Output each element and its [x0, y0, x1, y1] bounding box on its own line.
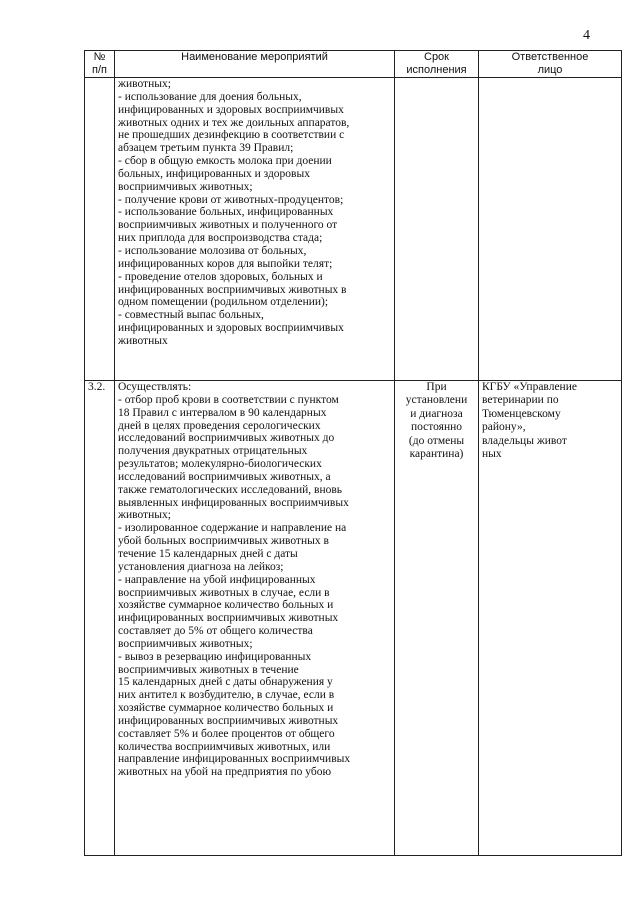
text-line: убой больных восприимчивых животных в — [118, 535, 329, 548]
text-line: восприимчивых животных в случае, если в — [118, 586, 330, 599]
text-line: животных — [118, 334, 168, 347]
text-line: инфицированных восприимчивых животных — [118, 714, 339, 727]
text-line: них приплода для воспроизводства стада; — [118, 232, 323, 245]
measures-cell — [115, 78, 395, 381]
term-line: постоянно — [410, 421, 463, 434]
text-line: абзацем третьим пункта 39 Правил; — [118, 142, 294, 155]
text-line: получения двукратных отрицательных — [118, 445, 308, 458]
header-term-line1: Срок — [424, 51, 449, 63]
text-line: хозяйстве суммарное количество больных и — [118, 702, 334, 715]
responsible-cell — [479, 381, 622, 856]
text-line: - отбор проб крови в соответствии с пунктом — [118, 393, 339, 406]
text-line: направление инфицированных восприимчивых — [118, 753, 351, 766]
text-line: - использование молозива от больных, — [118, 244, 307, 257]
text-line: дней в целях проведения серологических — [118, 419, 321, 432]
page-number: 4 — [583, 28, 590, 43]
text-line: - вывоз в резервацию инфицированных — [118, 650, 312, 663]
text-line: - направление на убой инфицированных — [118, 573, 316, 586]
text-line: - получение крови от животных-продуцентов; — [118, 193, 344, 206]
text-line: также гематологических исследований, вновь — [118, 483, 343, 496]
responsible-line: ных — [482, 448, 502, 461]
responsible-line: Тюменцевскому — [482, 407, 561, 420]
responsible-line: району», — [482, 421, 526, 434]
text-line: Осуществлять: — [118, 381, 192, 393]
text-line: составляет 5% и более процентов от общего — [118, 727, 335, 740]
text-line: восприимчивых животных; — [118, 180, 253, 193]
text-line: количества восприимчивых животных, или — [118, 740, 331, 753]
text-line: животных; — [118, 78, 171, 90]
text-line: восприимчивых животных и полученного от — [118, 219, 338, 232]
text-line: - проведение отелов здоровых, больных и — [118, 270, 323, 283]
text-line: хозяйстве суммарное количество больных и — [118, 599, 334, 612]
text-line: восприимчивых животных в течение — [118, 663, 299, 676]
row-number-cell — [85, 78, 115, 381]
text-line: 18 Правил с интервалом в 90 календарных — [118, 406, 327, 419]
text-line: животных; — [118, 509, 171, 522]
header-term-line2: исполнения — [406, 64, 467, 76]
header-responsible-line1: Ответственное — [511, 51, 589, 63]
text-line: них антител к возбудителю, в случае, если в — [118, 689, 335, 702]
text-line: - использование для доения больных, — [118, 90, 302, 103]
text-line: - использование больных, инфицированных — [118, 206, 334, 219]
text-line: выявленных инфицированных восприимчивых — [118, 496, 349, 509]
text-line: - изолированное содержание и направление на — [118, 522, 347, 535]
header-term — [395, 51, 479, 78]
text-line: инфицированных коров для выпойки телят; — [118, 257, 333, 270]
text-line: - сбор в общую емкость молока при доении — [118, 155, 332, 168]
text-line: результатов; молекулярно-биологических — [118, 458, 322, 471]
header-responsible-line2: лицо — [537, 64, 563, 76]
header-number-line1: № — [93, 51, 106, 63]
text-line: - совместный выпас больных, — [118, 309, 264, 322]
term-cell — [395, 78, 479, 381]
text-line: животных одних и тех же доильных аппаратов, — [118, 116, 350, 129]
row-number-cell: 3.2. — [85, 381, 115, 856]
table-header-row — [85, 51, 622, 78]
responsible-line: ветеринарии по — [482, 394, 559, 407]
text-line: восприимчивых животных; — [118, 637, 253, 650]
text-line: животных на убой на предприятия по убою — [118, 766, 332, 779]
table-row — [85, 381, 622, 856]
measures-cell — [115, 381, 395, 856]
term-line: и диагноза — [410, 407, 463, 420]
text-line: одном помещении (родильном отделении); — [118, 296, 329, 309]
text-line: установления диагноза на лейкоз; — [118, 560, 284, 573]
term-line: При — [426, 381, 447, 393]
responsible-line: КГБУ «Управление — [482, 381, 577, 393]
term-line: (до отмены — [408, 434, 465, 447]
text-line: течение 15 календарных дней с даты — [118, 547, 298, 560]
text-line: исследований восприимчивых животных, а — [118, 470, 331, 483]
header-number — [85, 51, 115, 78]
text-line: исследований восприимчивых животных до — [118, 432, 335, 445]
term-cell — [395, 381, 479, 856]
text-line: инфицированных восприимчивых животных в — [118, 283, 347, 296]
header-number-line2: п/п — [92, 64, 107, 76]
text-line: составляет до 5% от общего количества — [118, 625, 313, 638]
text-line: инфицированных и здоровых восприимчивых — [118, 103, 344, 116]
responsible-line: владельцы живот — [482, 434, 567, 447]
text-line: не прошедших дезинфекцию в соответствии с — [118, 129, 345, 142]
text-line: больных, инфицированных и здоровых — [118, 167, 310, 180]
text-line: 15 календарных дней с даты обнаружения у — [118, 676, 333, 689]
table-row — [85, 78, 622, 381]
header-measures: Наименование мероприятий — [115, 51, 395, 78]
term-line: карантина) — [409, 448, 464, 461]
responsible-cell — [479, 78, 622, 381]
header-responsible — [479, 51, 622, 78]
text-line: инфицированных и здоровых восприимчивых — [118, 322, 344, 335]
measures-table — [84, 50, 622, 856]
text-line: инфицированных восприимчивых животных — [118, 612, 339, 625]
term-line: установлени — [405, 394, 468, 407]
